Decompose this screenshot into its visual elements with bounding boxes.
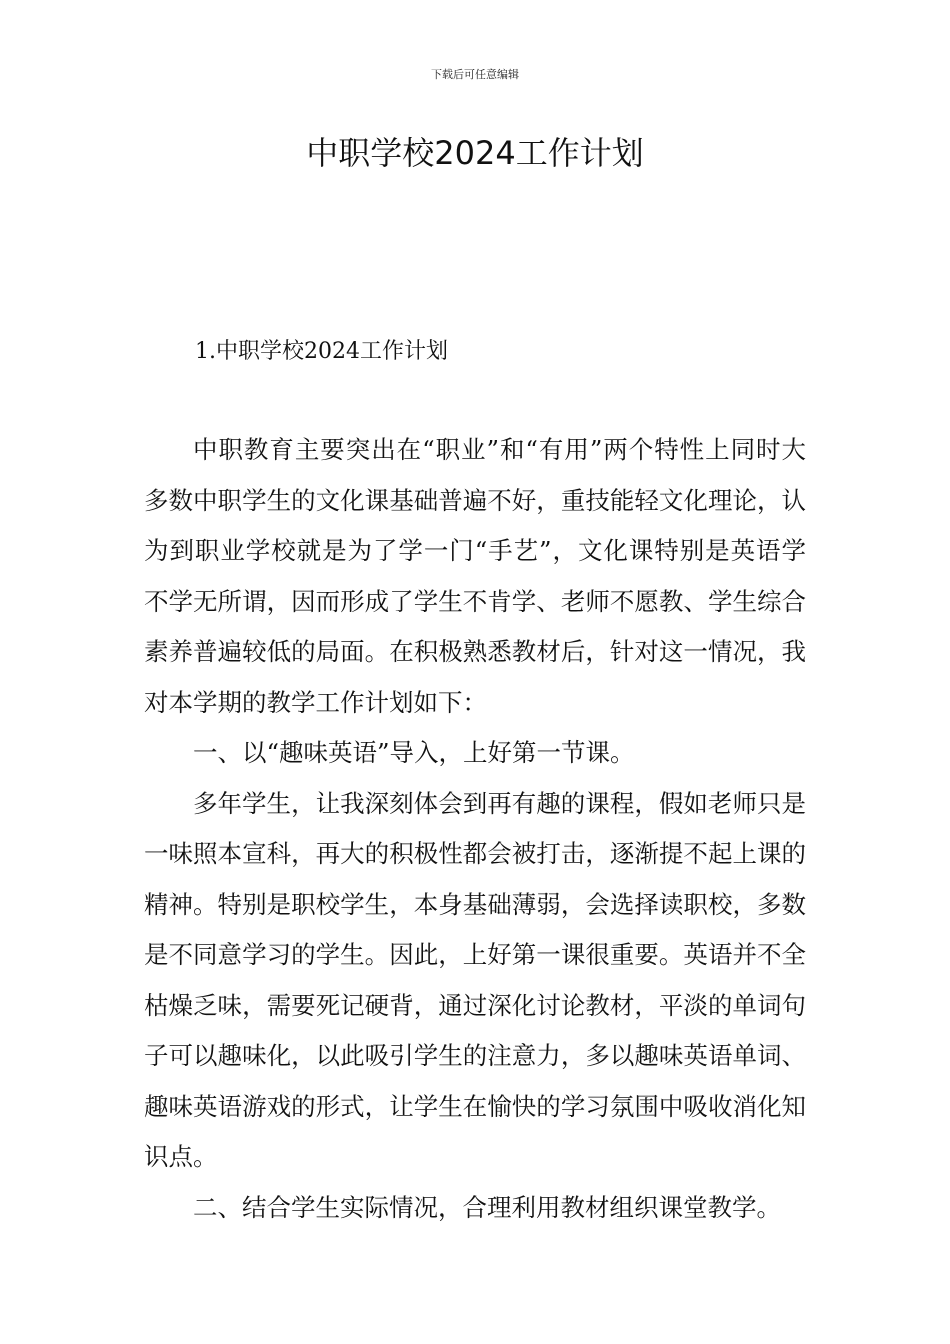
header-note: 下载后可任意编辑	[431, 68, 519, 81]
paragraph: 一、以“趣味英语”导入，上好第一节课。	[193, 738, 635, 767]
body-text	[144, 425, 806, 1233]
paragraph: 二、结合学生实际情况，合理利用教材组织课堂教学。	[193, 1192, 781, 1222]
section-heading: 1.中职学校2024工作计划	[195, 339, 448, 364]
paragraph: 中职教育主要突出在“职业”和“有用”两个特性上同时大多数中职学生的文化课基础普遍不好，重技能轻文化理论，认为到职业学校就是为了学一门“手艺”，文化课特别是英语学不学无所谓，因而形成了学生不肯学、老师不愿教、学生综合素养普遍较低的局面。在积极熟悉教材后，针对这一情况，我对本学期的教学工作计划如下：	[144, 435, 806, 717]
paragraph: 多年学生，让我深刻体会到再有趣的课程，假如老师只是一味照本宣科，再大的积极性都会被打击，逐渐提不起上课的精神。特别是职校学生，本身基础薄弱，会选择读职校，多数是不同意学习的学生。因此，上好第一课很重要。英语并不全枯燥乏味，需要死记硬背，通过深化讨论教材，平淡的单词句子可以趣味化，以此吸引学生的注意力，多以趣味英语单词、趣味英语游戏的形式，让学生在愉快的学习氛围中吸收消化知识点。	[144, 788, 806, 1171]
page-title: 中职学校2024工作计划	[306, 134, 644, 172]
